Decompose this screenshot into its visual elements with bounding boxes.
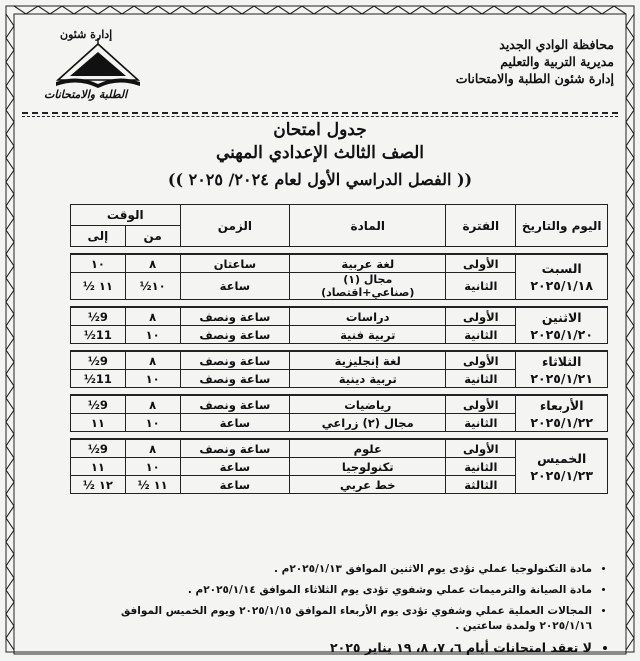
- separator: [22, 112, 618, 114]
- day-name: الثلاثاء: [542, 353, 582, 369]
- day-cell: [516, 307, 608, 344]
- period-cell: الثانية: [446, 273, 516, 300]
- document-page: [22, 22, 618, 658]
- to-cell: ١٢ ½: [71, 476, 126, 494]
- exam-schedule-table: [70, 204, 608, 494]
- period-cell: الثانية: [446, 326, 516, 344]
- to-cell: 9½: [71, 439, 126, 458]
- grade-title: الصف الثالث الإعدادي المهني: [215, 143, 425, 163]
- table-row: [71, 351, 608, 370]
- logo-top-text: إدارة شئون: [60, 28, 113, 41]
- to-cell: 11½: [71, 370, 126, 388]
- header-time: الوقت: [71, 205, 181, 226]
- period-cell: الثانية: [446, 458, 516, 476]
- from-cell: ٨: [125, 351, 180, 370]
- subject-cell: لغة إنجليزية: [290, 351, 446, 370]
- day-cell: [516, 254, 608, 300]
- table-row: [71, 439, 608, 458]
- subject-line: (صناعي+اقتصاد): [321, 286, 415, 299]
- from-cell: ١٠½: [125, 273, 180, 300]
- from-cell: ١٠: [125, 458, 180, 476]
- header-row: [71, 205, 608, 226]
- day-name: السبت: [541, 261, 582, 276]
- to-cell: 9½: [71, 351, 126, 370]
- note-item: • مادة التكنولوجيا عملي تؤدى يوم الاثنين الموافق ٢٠٢٥/١/١٣م .: [72, 562, 592, 577]
- from-cell: ٨: [125, 307, 180, 326]
- spacer-row: [71, 344, 608, 352]
- subject-line: مجال (١): [343, 273, 393, 286]
- notes-list: [72, 562, 608, 661]
- duration-cell: ساعتان: [180, 254, 290, 273]
- day-name: الخميس: [537, 450, 587, 466]
- duration-cell: ساعة: [180, 476, 290, 494]
- duration-cell: ساعة ونصف: [180, 326, 290, 344]
- day-date: ٢٠٢٥/١/٢٠: [530, 326, 593, 342]
- table-row: [71, 395, 608, 414]
- to-cell: ١١: [71, 414, 126, 432]
- period-cell: الثانية: [446, 414, 516, 432]
- header-to: إلى: [71, 226, 126, 247]
- day-date: ٢٠٢٥/١/٢٢: [530, 414, 593, 430]
- term-title: (( الفصل الدراسي الأول لعام ٢٠٢٤/ ٢٠٢٥ )): [167, 170, 473, 189]
- spacer-row: [71, 247, 608, 255]
- period-cell: الأولى: [446, 351, 516, 370]
- table-row: [71, 307, 608, 326]
- note-item: • المجالات العملية عملي وشفوي تؤدى يوم الأربعاء الموافق ٢٠٢٥/١/١٥ ويوم الخميس الموافق ٢٠٢٥/١/١٦ ولمدة ساعتين .: [72, 604, 592, 634]
- subject-cell: [290, 273, 446, 300]
- period-cell: الأولى: [446, 254, 516, 273]
- header-from: من: [125, 226, 180, 247]
- to-cell: ١٠: [71, 254, 126, 273]
- duration-cell: ساعة ونصف: [180, 439, 290, 458]
- note-item: • لا تعقد امتحانات أيام ٦، ٧، ٨، ١٩ يناير ٢٠٢٥: [72, 640, 592, 655]
- note-item: • مادة الصيانة والترميمات عملي وشفوي تؤدى يوم الثلاثاء الموافق ٢٠٢٥/١/١٤م .: [72, 583, 592, 598]
- subject-cell: دراسات: [290, 307, 446, 326]
- to-cell: 9½: [71, 395, 126, 414]
- day-date: ٢٠٢٥/١/٢٣: [530, 467, 593, 483]
- to-cell: 9½: [71, 307, 126, 326]
- subject-cell: تكنولوجيا: [290, 458, 446, 476]
- duration-cell: ساعة ونصف: [180, 395, 290, 414]
- header-day: اليوم والتاريخ: [516, 205, 608, 247]
- day-name: الأربعاء: [539, 397, 584, 413]
- from-cell: ١٠: [125, 414, 180, 432]
- subject-cell: خط عربي: [290, 476, 446, 494]
- day-date: ٢٠٢٥/١/٢١: [530, 370, 593, 386]
- header-duration: الزمن: [180, 205, 290, 247]
- subject-cell: علوم: [290, 439, 446, 458]
- duration-cell: ساعة ونصف: [180, 370, 290, 388]
- period-cell: الأولى: [446, 307, 516, 326]
- day-cell: [516, 439, 608, 494]
- duration-cell: ساعة: [180, 414, 290, 432]
- from-cell: ١٠: [125, 370, 180, 388]
- duration-cell: ساعة ونصف: [180, 307, 290, 326]
- day-cell: [516, 351, 608, 388]
- page-title: جدول امتحان: [273, 120, 367, 140]
- period-cell: الثالثة: [446, 476, 516, 494]
- duration-cell: ساعة: [180, 458, 290, 476]
- from-cell: ٨: [125, 395, 180, 414]
- duration-cell: ساعة: [180, 273, 290, 300]
- department-logo: [28, 28, 168, 106]
- to-cell: ١١: [71, 458, 126, 476]
- header-period: الفترة: [446, 205, 516, 247]
- day-name: الاثنين: [541, 309, 582, 325]
- authority-header: [424, 36, 614, 87]
- day-cell: [516, 395, 608, 432]
- period-cell: الثانية: [446, 370, 516, 388]
- period-cell: الأولى: [446, 439, 516, 458]
- department-line: إدارة شئون الطلبة والامتحانات: [455, 71, 614, 86]
- to-cell: 11½: [71, 326, 126, 344]
- subject-cell: تربية دينية: [290, 370, 446, 388]
- spacer-row: [71, 432, 608, 440]
- directorate-line: مديرية التربية والتعليم: [500, 54, 614, 69]
- subject-cell: تربية فنية: [290, 326, 446, 344]
- day-date: ٢٠٢٥/١/١٨: [530, 278, 593, 293]
- table-row: [71, 254, 608, 273]
- subject-cell: مجال (٢) زراعي: [290, 414, 446, 432]
- spacer-row: [71, 388, 608, 396]
- governorate-line: محافظة الوادي الجديد: [499, 37, 614, 52]
- subject-cell: رياضيات: [290, 395, 446, 414]
- logo-bottom-text: الطلبة والامتحانات: [44, 88, 128, 101]
- to-cell: ١١ ½: [71, 273, 126, 300]
- from-cell: ١٠: [125, 326, 180, 344]
- header-subject: المادة: [290, 205, 446, 247]
- subject-cell: لغة عربية: [290, 254, 446, 273]
- from-cell: ١١ ½: [125, 476, 180, 494]
- spacer-row: [71, 300, 608, 308]
- period-cell: الأولى: [446, 395, 516, 414]
- separator: [22, 116, 618, 117]
- duration-cell: ساعة ونصف: [180, 351, 290, 370]
- from-cell: ٨: [125, 254, 180, 273]
- from-cell: ٨: [125, 439, 180, 458]
